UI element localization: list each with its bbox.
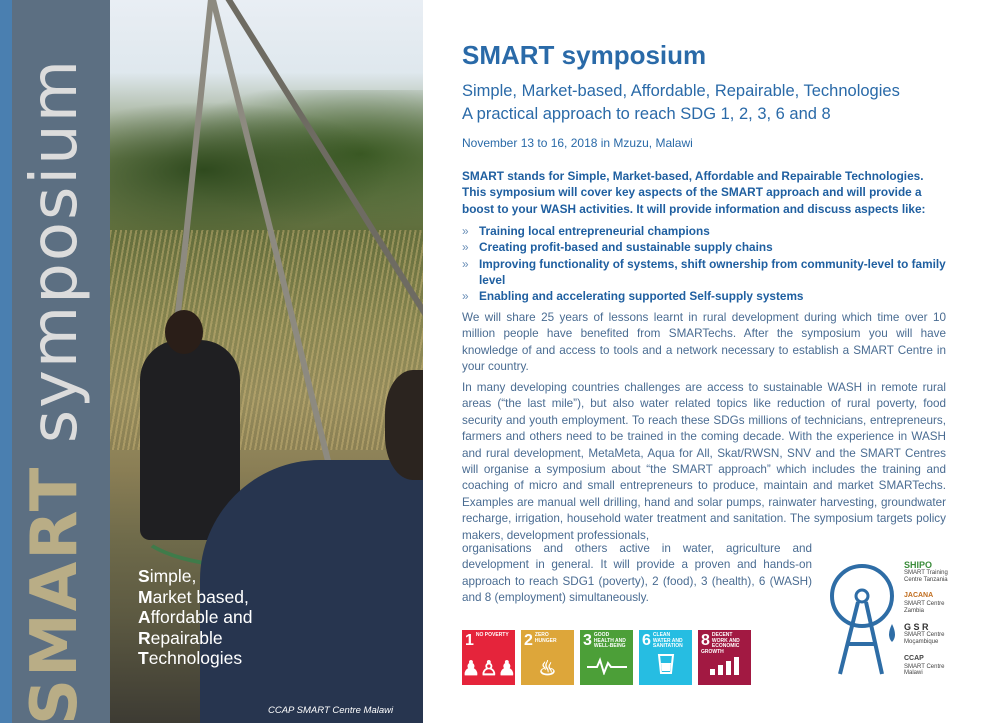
acronym-rest: echnologies — [148, 648, 243, 669]
sdg-number: 1 — [465, 632, 474, 649]
sdg-label: GOOD HEALTH AND WELL-BEING — [593, 632, 626, 649]
list-item — [462, 239, 950, 255]
acronym-initial: M — [138, 586, 153, 607]
sdg-label: CLEAN WATER AND SANITATION — [652, 632, 683, 649]
water-glass-icon — [639, 653, 692, 679]
partner-name: SHIPO — [904, 560, 933, 570]
challenges-paragraph-continued: organisations and others active in water, agriculture and development in general. It will provide a proven and hands-on approach to reach SDG1 (poverty), 2 (food), 3 (health), 6 (WASH) and 8 (employment) simultaneously. — [462, 542, 812, 605]
sdg-tile-2 — [521, 630, 574, 685]
bowl-icon: ♨ — [538, 658, 557, 680]
challenges-paragraph: In many developing countries challenges are access to sustainable WASH in remote rural areas (“the last mile”), but also water related topics like reduction of rural poverty, food security and youth employment. To reach these SDGs millions of technicians, entrepreneurs, farmers and others need to be trained in the coming decade. With the experience in WASH and rural development, MetaMeta, Aqua for All, Skat/RWSN, SNV and the SMART Centres will organise a symposium about “the SMART approach” which includes the training and coaching of micro and small entrepreneurs to produce, maintain and market SMARTechs. Examples are manual well drilling, hand and solar pumps, rainwater harvesting, groundwater recharge, irrigation, household water treatment and sanitation. The symposium targets policy makers, development professionals, — [462, 381, 946, 542]
family-icon: ♟♙♟ — [462, 658, 516, 680]
event-date: November 13 to 16, 2018 in Mzuzu, Malawi — [462, 136, 693, 150]
sdg-number: 2 — [524, 632, 533, 649]
list-item-text: Enabling and accelerating supported Self-supply systems — [479, 289, 804, 304]
smart-acronym — [138, 566, 253, 669]
aspects-list — [462, 223, 950, 304]
list-item-text: Creating profit-based and sustainable supply chains — [479, 240, 773, 255]
acronym-initial: T — [138, 648, 149, 669]
partner-jacana — [904, 591, 956, 614]
photo-credit: CCAP SMART Centre Malawi — [268, 705, 394, 716]
partner-ccap — [904, 654, 956, 677]
list-item-text: Training local entrepreneurial champions — [479, 224, 710, 238]
subtitle-line-1: Simple, Market-based, Affordable, Repairable, Technologies — [462, 82, 900, 100]
bullet-marker: » — [462, 256, 469, 271]
left-sidebar — [0, 0, 110, 723]
partner-gsr — [904, 622, 956, 645]
sdg-tile-3 — [580, 630, 633, 685]
sdg-number: 8 — [701, 632, 710, 649]
partner-subtitle: SMART Training Centre Tanzania — [904, 570, 948, 583]
list-item — [462, 256, 950, 289]
sdg-tile-6 — [639, 630, 692, 685]
partner-name: JACANA — [904, 592, 934, 600]
partner-subtitle: SMART Centre Zambia — [904, 601, 945, 614]
smart-logo — [828, 562, 900, 682]
bullet-marker: » — [462, 224, 469, 238]
acronym-rest: epairable — [150, 627, 223, 648]
sdg-label: ZERO HUNGER — [534, 632, 557, 644]
photo-person-head — [165, 310, 203, 354]
acronym-line — [138, 587, 253, 608]
list-item-text: Improving functionality of systems, shift ownership from community-level to family level — [479, 256, 946, 287]
heartbeat-icon — [580, 657, 633, 679]
list-item — [462, 288, 950, 304]
acronym-rest: ffordable and — [150, 607, 253, 628]
acronym-initial: S — [138, 566, 150, 586]
growth-chart-icon — [698, 655, 751, 679]
sdg-tile-1 — [462, 630, 515, 685]
sdg-number: 6 — [642, 632, 651, 649]
sidebar-stripe — [0, 0, 12, 723]
sdg-label: DECENT WORK AND ECONOMIC GROWTH — [701, 632, 740, 655]
intro-paragraph: SMART stands for Simple, Market-based, Affordable and Repairable Technologies. This symposium will cover key aspects of the SMART approach and will provide a boost to your WASH activities. It will provide information and discuss aspects like: — [462, 169, 926, 216]
partner-subtitle: SMART Centre Malawi — [904, 663, 945, 677]
acronym-initial: A — [138, 607, 151, 628]
partner-name: G S R — [904, 622, 929, 633]
vertical-title-rest: symposium — [18, 57, 92, 466]
list-item — [462, 223, 950, 239]
page-title: SMART symposium — [462, 40, 707, 70]
acronym-rest: arket based, — [152, 586, 249, 607]
acronym-line — [138, 648, 253, 669]
sdg-label: NO POVERTY — [475, 632, 509, 638]
acronym-line — [138, 628, 253, 649]
partner-logos — [904, 560, 956, 685]
acronym-line — [138, 566, 253, 587]
sdg-number: 3 — [583, 632, 592, 649]
sdg-tile-8 — [698, 630, 751, 685]
acronym-line — [138, 607, 253, 628]
partner-name: CCAP — [904, 654, 924, 662]
partner-shipo — [904, 560, 956, 583]
acronym-initial: R — [138, 627, 151, 648]
bullet-marker: » — [462, 240, 469, 255]
photo-foreground-head — [385, 370, 423, 480]
subtitle — [462, 80, 900, 126]
lessons-paragraph: We will share 25 years of lessons learnt in rural development during which time over 10 million people have benefited from SMARTechs. After the symposium you will have knowledge of and access to tools and a network necessary to establish a SMART Centre in your country. — [462, 311, 946, 374]
vertical-title — [15, 57, 95, 725]
acronym-rest: imple, — [149, 566, 197, 586]
partner-subtitle: SMART Centre Moçambique — [904, 632, 945, 645]
subtitle-line-2: A practical approach to reach SDG 1, 2, 3, 6 and 8 — [462, 105, 831, 123]
sdg-icons — [462, 630, 751, 686]
bullet-marker: » — [462, 289, 469, 304]
vertical-title-bold: SMART — [18, 465, 92, 725]
